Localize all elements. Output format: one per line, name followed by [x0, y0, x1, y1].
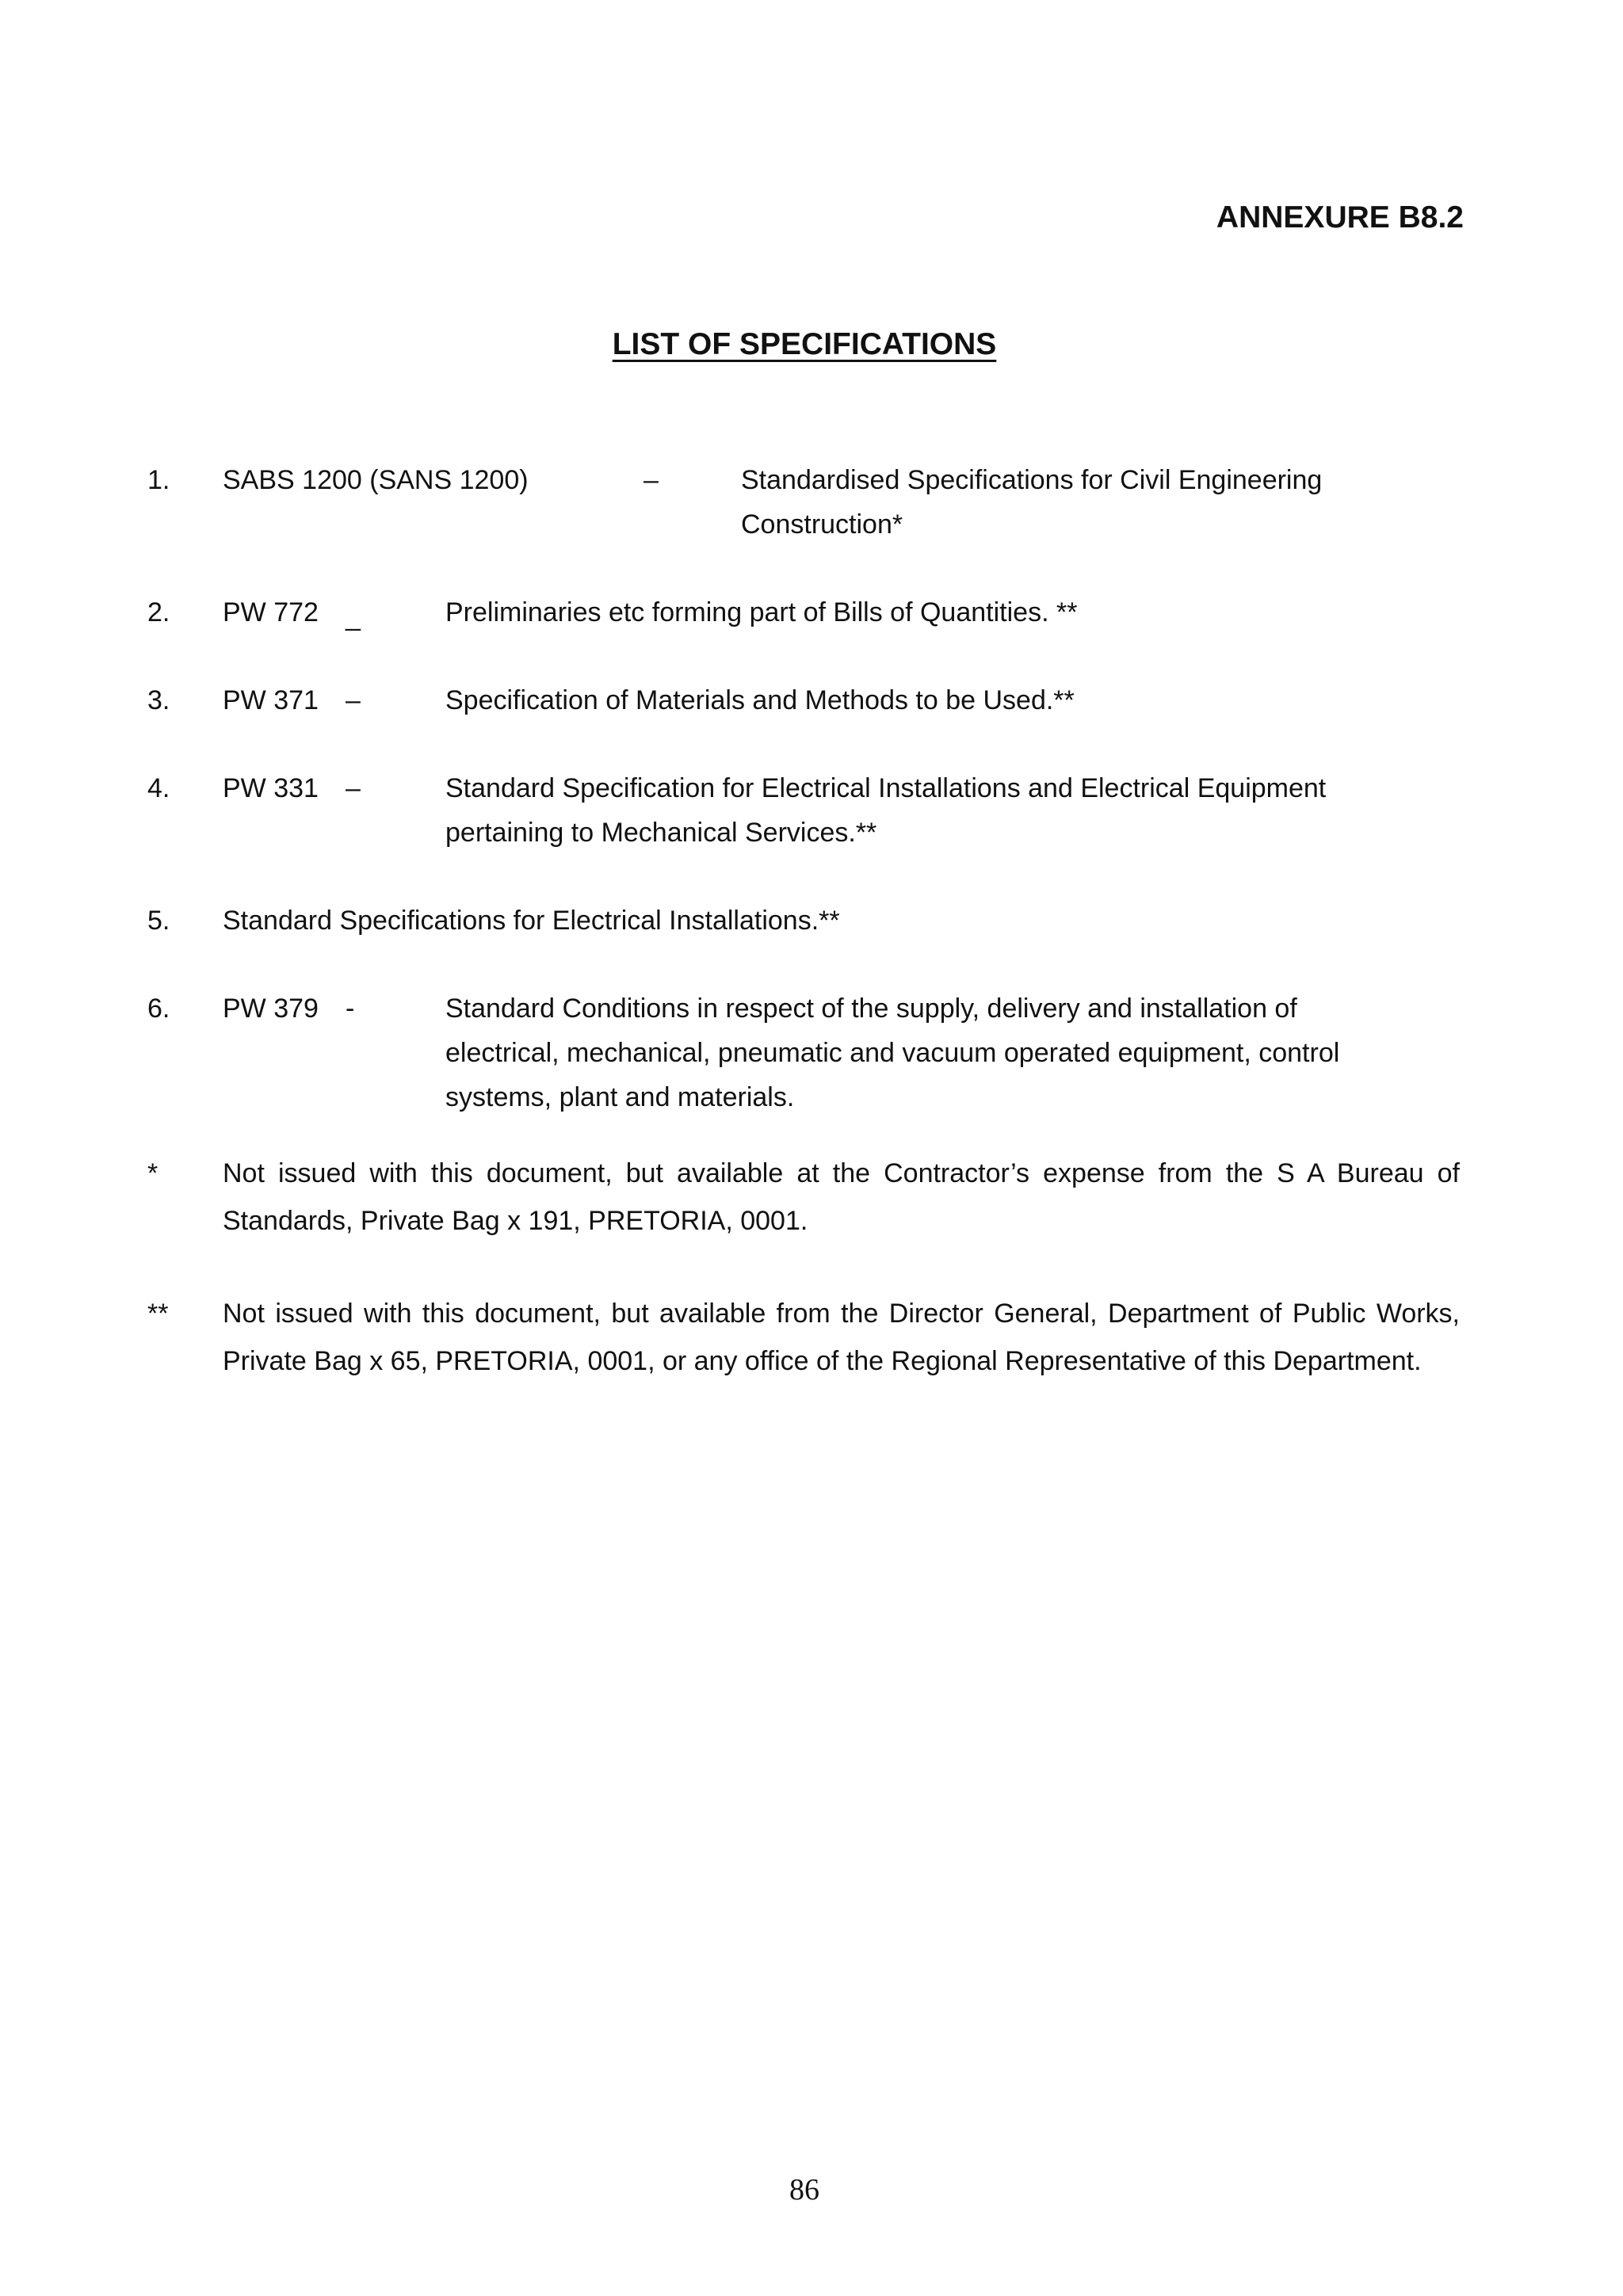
item-description-line: Standard Conditions in respect of the supply, delivery and installation of — [445, 994, 1297, 1024]
item-code: PW 772 — [223, 597, 319, 627]
item-number: 6. — [147, 994, 170, 1024]
footnote-mark: * — [147, 1158, 158, 1188]
item-description-line: systems, plant and materials. — [445, 1082, 795, 1112]
item-description-line: Specification of Materials and Methods to be Used.** — [445, 685, 1075, 715]
footnote-text: Not issued with this document, but available from the Director General, Department of Public Works, Private Bag x 65, PRETORIA, 0001, or any office of the Regional Representative of this Department. — [223, 1299, 1460, 1376]
item-number: 2. — [147, 597, 170, 627]
item-description-line: Standard Specifications for Electrical Installations.** — [223, 906, 840, 936]
page-number: 86 — [789, 2173, 819, 2206]
footnote-mark: ** — [147, 1299, 169, 1329]
page-title: LIST OF SPECIFICATIONS — [612, 327, 997, 361]
item-description-line: pertaining to Mechanical Services.** — [445, 818, 877, 848]
item-dash: _ — [346, 601, 361, 631]
item-code: SABS 1200 (SANS 1200) — [223, 465, 529, 495]
item-number: 1. — [147, 465, 170, 495]
item-dash: – — [346, 773, 361, 803]
item-dash: - — [346, 994, 355, 1024]
item-dash: – — [643, 465, 659, 495]
item-dash: – — [346, 685, 361, 715]
item-number: 3. — [147, 685, 170, 715]
item-code: PW 371 — [223, 685, 319, 715]
footnote-text: Not issued with this document, but available at the Contractor’s expense from the S A Bureau of Standards, Private Bag x 191, PRETORIA, 0001. — [223, 1158, 1460, 1236]
item-description-line: Standard Specification for Electrical Installations and Electrical Equipment — [445, 773, 1327, 803]
item-description-line: Standardised Specifications for Civil Engineering — [741, 465, 1323, 495]
item-description-line: Preliminaries etc forming part of Bills of Quantities. ** — [445, 597, 1078, 627]
item-code: PW 379 — [223, 994, 319, 1024]
item-number: 4. — [147, 773, 170, 803]
annexure-heading: ANNEXURE B8.2 — [1216, 200, 1464, 235]
item-code: PW 331 — [223, 773, 319, 803]
item-description-line: Construction* — [741, 509, 903, 540]
item-number: 5. — [147, 906, 170, 936]
item-description-line: electrical, mechanical, pneumatic and vacuum operated equipment, control — [445, 1038, 1340, 1068]
